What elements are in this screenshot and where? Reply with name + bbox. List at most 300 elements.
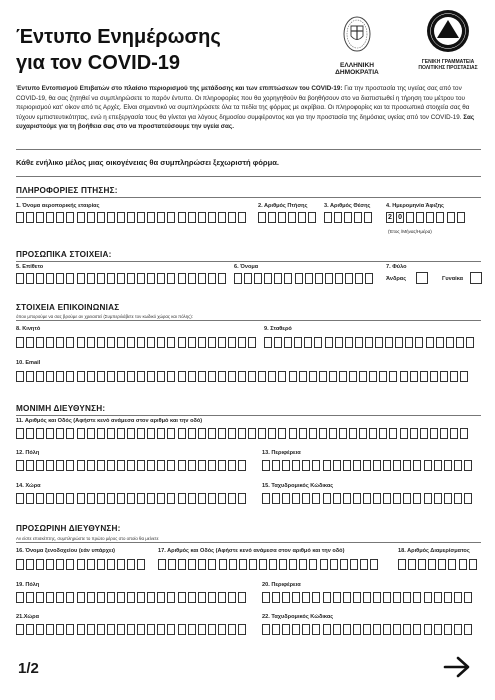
- char-box[interactable]: [157, 371, 165, 382]
- char-box[interactable]: [16, 428, 24, 439]
- char-box[interactable]: [97, 559, 105, 570]
- char-box[interactable]: [258, 371, 266, 382]
- char-box[interactable]: [46, 212, 54, 223]
- char-box[interactable]: [426, 212, 434, 223]
- char-box[interactable]: [66, 273, 74, 284]
- char-box[interactable]: [329, 371, 337, 382]
- char-box[interactable]: [403, 460, 411, 471]
- char-box[interactable]: [284, 337, 292, 348]
- char-box[interactable]: [446, 337, 454, 348]
- char-box[interactable]: [218, 212, 226, 223]
- char-box[interactable]: [264, 273, 272, 284]
- arrow-right-icon[interactable]: [443, 656, 471, 683]
- char-box[interactable]: [345, 337, 353, 348]
- char-box[interactable]: [158, 559, 166, 570]
- char-box[interactable]: [178, 337, 186, 348]
- char-box[interactable]: [299, 428, 307, 439]
- char-box[interactable]: [279, 559, 287, 570]
- char-box[interactable]: [345, 273, 353, 284]
- char-box[interactable]: [413, 592, 421, 603]
- char-box[interactable]: [339, 371, 347, 382]
- char-box[interactable]: [258, 428, 266, 439]
- char-box[interactable]: [167, 460, 175, 471]
- char-box[interactable]: [178, 493, 186, 504]
- char-box[interactable]: [167, 371, 175, 382]
- char-box[interactable]: [87, 592, 95, 603]
- char-box[interactable]: [248, 428, 256, 439]
- char-box[interactable]: [198, 212, 206, 223]
- char-box[interactable]: [97, 428, 105, 439]
- char-box[interactable]: [424, 460, 432, 471]
- char-box[interactable]: [420, 371, 428, 382]
- char-box[interactable]: [325, 337, 333, 348]
- char-box[interactable]: [87, 337, 95, 348]
- char-box[interactable]: [188, 559, 196, 570]
- char-box[interactable]: [363, 592, 371, 603]
- char-box[interactable]: [56, 493, 64, 504]
- char-box[interactable]: [254, 273, 262, 284]
- char-box[interactable]: [340, 559, 348, 570]
- char-box[interactable]: [360, 559, 368, 570]
- char-box[interactable]: [349, 428, 357, 439]
- char-box[interactable]: [294, 337, 302, 348]
- char-box[interactable]: [323, 592, 331, 603]
- char-box[interactable]: [198, 559, 206, 570]
- char-box[interactable]: [107, 624, 115, 635]
- char-box[interactable]: [127, 559, 135, 570]
- char-box[interactable]: [330, 559, 338, 570]
- char-box[interactable]: [66, 559, 74, 570]
- char-box[interactable]: [157, 460, 165, 471]
- char-box[interactable]: [408, 559, 416, 570]
- char-box[interactable]: [424, 624, 432, 635]
- char-box[interactable]: [208, 493, 216, 504]
- char-box[interactable]: [312, 493, 320, 504]
- char-box[interactable]: [416, 212, 424, 223]
- char-box[interactable]: [66, 428, 74, 439]
- char-box[interactable]: [157, 273, 165, 284]
- char-box[interactable]: [363, 624, 371, 635]
- char-box[interactable]: [178, 428, 186, 439]
- char-box[interactable]: [137, 428, 145, 439]
- char-box[interactable]: [147, 273, 155, 284]
- char-box[interactable]: [403, 624, 411, 635]
- char-box[interactable]: [238, 493, 246, 504]
- temporary-country-input[interactable]: [16, 624, 248, 635]
- char-box[interactable]: [334, 212, 342, 223]
- char-box[interactable]: [333, 493, 341, 504]
- surname-input[interactable]: [16, 273, 228, 284]
- char-box[interactable]: [325, 273, 333, 284]
- char-box[interactable]: [460, 371, 468, 382]
- char-box[interactable]: [167, 624, 175, 635]
- char-box[interactable]: [282, 460, 290, 471]
- char-box[interactable]: [36, 371, 44, 382]
- char-box[interactable]: [26, 559, 34, 570]
- char-box[interactable]: [127, 337, 135, 348]
- char-box[interactable]: [16, 559, 24, 570]
- char-box[interactable]: [218, 493, 226, 504]
- char-box[interactable]: [299, 371, 307, 382]
- char-box[interactable]: [238, 337, 246, 348]
- char-box[interactable]: [308, 212, 316, 223]
- char-box[interactable]: [355, 273, 363, 284]
- char-box[interactable]: [365, 273, 373, 284]
- char-box[interactable]: [373, 460, 381, 471]
- char-box[interactable]: [406, 212, 414, 223]
- char-box[interactable]: [353, 624, 361, 635]
- email-input[interactable]: [16, 371, 470, 382]
- char-box[interactable]: [353, 460, 361, 471]
- char-box[interactable]: [410, 371, 418, 382]
- char-box[interactable]: [238, 212, 246, 223]
- char-box[interactable]: [208, 559, 216, 570]
- char-box[interactable]: [312, 624, 320, 635]
- char-box[interactable]: [56, 592, 64, 603]
- mobile-input[interactable]: [16, 337, 258, 348]
- char-box[interactable]: [436, 212, 444, 223]
- char-box[interactable]: [450, 371, 458, 382]
- char-box[interactable]: [198, 337, 206, 348]
- char-box[interactable]: [249, 559, 257, 570]
- apartment-input[interactable]: [398, 559, 479, 570]
- char-box[interactable]: [167, 212, 175, 223]
- char-box[interactable]: [157, 337, 165, 348]
- char-box[interactable]: [46, 493, 54, 504]
- char-box[interactable]: [208, 273, 216, 284]
- char-box[interactable]: [298, 212, 306, 223]
- char-box[interactable]: [248, 337, 256, 348]
- char-box[interactable]: [46, 337, 54, 348]
- char-box[interactable]: [56, 559, 64, 570]
- char-box[interactable]: [292, 493, 300, 504]
- char-box[interactable]: [309, 371, 317, 382]
- char-box[interactable]: [117, 273, 125, 284]
- char-box[interactable]: [147, 212, 155, 223]
- char-box[interactable]: [188, 212, 196, 223]
- char-box[interactable]: [295, 273, 303, 284]
- char-box[interactable]: [353, 493, 361, 504]
- char-box[interactable]: [289, 371, 297, 382]
- char-box[interactable]: [36, 337, 44, 348]
- temporary-street-input[interactable]: [158, 559, 380, 570]
- char-box[interactable]: [107, 428, 115, 439]
- char-box[interactable]: [333, 624, 341, 635]
- temporary-postal-input[interactable]: [262, 624, 474, 635]
- char-box[interactable]: [87, 493, 95, 504]
- char-box[interactable]: [292, 460, 300, 471]
- char-box[interactable]: [272, 493, 280, 504]
- char-box[interactable]: [363, 460, 371, 471]
- char-box[interactable]: [188, 273, 196, 284]
- char-box[interactable]: [147, 428, 155, 439]
- char-box[interactable]: [426, 337, 434, 348]
- char-box[interactable]: [167, 592, 175, 603]
- char-box[interactable]: [66, 624, 74, 635]
- char-box[interactable]: [198, 460, 206, 471]
- char-box[interactable]: [26, 212, 34, 223]
- char-box[interactable]: [238, 592, 246, 603]
- char-box[interactable]: [56, 337, 64, 348]
- char-box[interactable]: [454, 460, 462, 471]
- char-box[interactable]: [16, 337, 24, 348]
- char-box[interactable]: [272, 460, 280, 471]
- char-box[interactable]: [188, 592, 196, 603]
- char-box[interactable]: [97, 273, 105, 284]
- char-box[interactable]: [383, 460, 391, 471]
- char-box[interactable]: [26, 428, 34, 439]
- char-box[interactable]: [454, 493, 462, 504]
- char-box[interactable]: [373, 493, 381, 504]
- char-box[interactable]: [188, 493, 196, 504]
- char-box[interactable]: [228, 460, 236, 471]
- char-box[interactable]: [456, 337, 464, 348]
- char-box[interactable]: [413, 460, 421, 471]
- char-box[interactable]: [36, 624, 44, 635]
- char-box[interactable]: [208, 624, 216, 635]
- flight-number-input[interactable]: [258, 212, 319, 223]
- char-box[interactable]: [137, 273, 145, 284]
- char-box[interactable]: [434, 493, 442, 504]
- char-box[interactable]: [178, 624, 186, 635]
- char-box[interactable]: [97, 592, 105, 603]
- char-box[interactable]: [434, 624, 442, 635]
- char-box[interactable]: [238, 428, 246, 439]
- char-box[interactable]: [87, 273, 95, 284]
- char-box[interactable]: [66, 337, 74, 348]
- char-box[interactable]: [413, 624, 421, 635]
- temporary-region-input[interactable]: [262, 592, 474, 603]
- char-box[interactable]: [127, 371, 135, 382]
- char-box[interactable]: [344, 212, 352, 223]
- char-box[interactable]: [198, 273, 206, 284]
- char-box[interactable]: [370, 559, 378, 570]
- char-box[interactable]: [188, 624, 196, 635]
- char-box[interactable]: [127, 428, 135, 439]
- char-box[interactable]: [424, 592, 432, 603]
- char-box[interactable]: [262, 493, 270, 504]
- char-box[interactable]: [147, 371, 155, 382]
- char-box[interactable]: [379, 371, 387, 382]
- char-box[interactable]: [87, 559, 95, 570]
- char-box[interactable]: [188, 460, 196, 471]
- char-box[interactable]: [418, 559, 426, 570]
- char-box[interactable]: [16, 273, 24, 284]
- char-box[interactable]: [289, 559, 297, 570]
- char-box[interactable]: [218, 337, 226, 348]
- char-box[interactable]: [355, 337, 363, 348]
- char-box[interactable]: [375, 337, 383, 348]
- char-box[interactable]: [178, 212, 186, 223]
- char-box[interactable]: [244, 273, 252, 284]
- char-box[interactable]: [16, 460, 24, 471]
- char-box[interactable]: 0: [396, 212, 404, 223]
- char-box[interactable]: [198, 493, 206, 504]
- char-box[interactable]: [218, 624, 226, 635]
- char-box[interactable]: [269, 559, 277, 570]
- char-box[interactable]: [117, 624, 125, 635]
- char-box[interactable]: [208, 337, 216, 348]
- char-box[interactable]: [198, 592, 206, 603]
- char-box[interactable]: [228, 337, 236, 348]
- char-box[interactable]: [239, 559, 247, 570]
- char-box[interactable]: [444, 592, 452, 603]
- char-box[interactable]: [403, 493, 411, 504]
- char-box[interactable]: [16, 624, 24, 635]
- char-box[interactable]: [107, 460, 115, 471]
- char-box[interactable]: [198, 624, 206, 635]
- char-box[interactable]: [420, 428, 428, 439]
- char-box[interactable]: [167, 493, 175, 504]
- char-box[interactable]: [127, 212, 135, 223]
- char-box[interactable]: [228, 428, 236, 439]
- char-box[interactable]: [274, 273, 282, 284]
- char-box[interactable]: [77, 337, 85, 348]
- char-box[interactable]: [302, 460, 310, 471]
- char-box[interactable]: [272, 592, 280, 603]
- char-box[interactable]: [137, 337, 145, 348]
- char-box[interactable]: [284, 273, 292, 284]
- char-box[interactable]: [137, 212, 145, 223]
- char-box[interactable]: [36, 592, 44, 603]
- char-box[interactable]: [16, 371, 24, 382]
- char-box[interactable]: [107, 559, 115, 570]
- char-box[interactable]: [107, 273, 115, 284]
- char-box[interactable]: [16, 212, 24, 223]
- char-box[interactable]: [107, 592, 115, 603]
- char-box[interactable]: [26, 592, 34, 603]
- char-box[interactable]: [335, 337, 343, 348]
- airline-input[interactable]: [16, 212, 248, 223]
- char-box[interactable]: [56, 428, 64, 439]
- char-box[interactable]: [466, 337, 474, 348]
- char-box[interactable]: [168, 559, 176, 570]
- temporary-city-input[interactable]: [16, 592, 248, 603]
- char-box[interactable]: [87, 212, 95, 223]
- char-box[interactable]: [268, 428, 276, 439]
- char-box[interactable]: [228, 624, 236, 635]
- char-box[interactable]: [363, 493, 371, 504]
- char-box[interactable]: [77, 493, 85, 504]
- char-box[interactable]: [66, 592, 74, 603]
- char-box[interactable]: [87, 460, 95, 471]
- char-box[interactable]: [137, 493, 145, 504]
- char-box[interactable]: [77, 371, 85, 382]
- char-box[interactable]: [464, 460, 472, 471]
- char-box[interactable]: [268, 212, 276, 223]
- char-box[interactable]: [444, 624, 452, 635]
- char-box[interactable]: [97, 460, 105, 471]
- char-box[interactable]: [36, 212, 44, 223]
- char-box[interactable]: [26, 493, 34, 504]
- char-box[interactable]: [434, 460, 442, 471]
- char-box[interactable]: [178, 371, 186, 382]
- char-box[interactable]: [157, 592, 165, 603]
- char-box[interactable]: [228, 493, 236, 504]
- char-box[interactable]: [127, 624, 135, 635]
- char-box[interactable]: [278, 428, 286, 439]
- char-box[interactable]: [262, 624, 270, 635]
- char-box[interactable]: [282, 624, 290, 635]
- char-box[interactable]: [333, 460, 341, 471]
- char-box[interactable]: [359, 428, 367, 439]
- char-box[interactable]: [178, 559, 186, 570]
- char-box[interactable]: [66, 371, 74, 382]
- char-box[interactable]: [440, 428, 448, 439]
- char-box[interactable]: [238, 624, 246, 635]
- char-box[interactable]: [218, 460, 226, 471]
- char-box[interactable]: [314, 337, 322, 348]
- char-box[interactable]: [350, 559, 358, 570]
- char-box[interactable]: [272, 624, 280, 635]
- char-box[interactable]: [444, 493, 452, 504]
- char-box[interactable]: [302, 493, 310, 504]
- char-box[interactable]: [198, 428, 206, 439]
- char-box[interactable]: [447, 212, 455, 223]
- char-box[interactable]: [36, 273, 44, 284]
- char-box[interactable]: [365, 337, 373, 348]
- permanent-country-input[interactable]: [16, 493, 248, 504]
- char-box[interactable]: [97, 371, 105, 382]
- char-box[interactable]: [302, 624, 310, 635]
- char-box[interactable]: [26, 460, 34, 471]
- permanent-city-input[interactable]: [16, 460, 248, 471]
- char-box[interactable]: [320, 559, 328, 570]
- char-box[interactable]: [77, 460, 85, 471]
- char-box[interactable]: [289, 428, 297, 439]
- char-box[interactable]: [117, 428, 125, 439]
- char-box[interactable]: [319, 428, 327, 439]
- char-box[interactable]: [373, 592, 381, 603]
- char-box[interactable]: [36, 428, 44, 439]
- char-box[interactable]: [208, 428, 216, 439]
- char-box[interactable]: [137, 624, 145, 635]
- char-box[interactable]: [137, 460, 145, 471]
- char-box[interactable]: [46, 559, 54, 570]
- char-box[interactable]: [218, 273, 226, 284]
- char-box[interactable]: [393, 592, 401, 603]
- char-box[interactable]: [312, 460, 320, 471]
- char-box[interactable]: [339, 428, 347, 439]
- char-box[interactable]: [46, 592, 54, 603]
- char-box[interactable]: [77, 624, 85, 635]
- char-box[interactable]: [349, 371, 357, 382]
- char-box[interactable]: [87, 624, 95, 635]
- char-box[interactable]: [238, 460, 246, 471]
- char-box[interactable]: [157, 624, 165, 635]
- char-box[interactable]: [438, 559, 446, 570]
- char-box[interactable]: [178, 460, 186, 471]
- char-box[interactable]: [457, 212, 465, 223]
- char-box[interactable]: [107, 337, 115, 348]
- char-box[interactable]: [282, 592, 290, 603]
- char-box[interactable]: [400, 428, 408, 439]
- char-box[interactable]: [208, 371, 216, 382]
- char-box[interactable]: [379, 428, 387, 439]
- char-box[interactable]: [274, 337, 282, 348]
- char-box[interactable]: [157, 212, 165, 223]
- char-box[interactable]: [97, 493, 105, 504]
- char-box[interactable]: [238, 371, 246, 382]
- male-checkbox[interactable]: [416, 272, 428, 284]
- char-box[interactable]: [364, 212, 372, 223]
- char-box[interactable]: [56, 624, 64, 635]
- char-box[interactable]: [385, 337, 393, 348]
- char-box[interactable]: [393, 493, 401, 504]
- char-box[interactable]: [56, 212, 64, 223]
- char-box[interactable]: [36, 493, 44, 504]
- char-box[interactable]: [459, 559, 467, 570]
